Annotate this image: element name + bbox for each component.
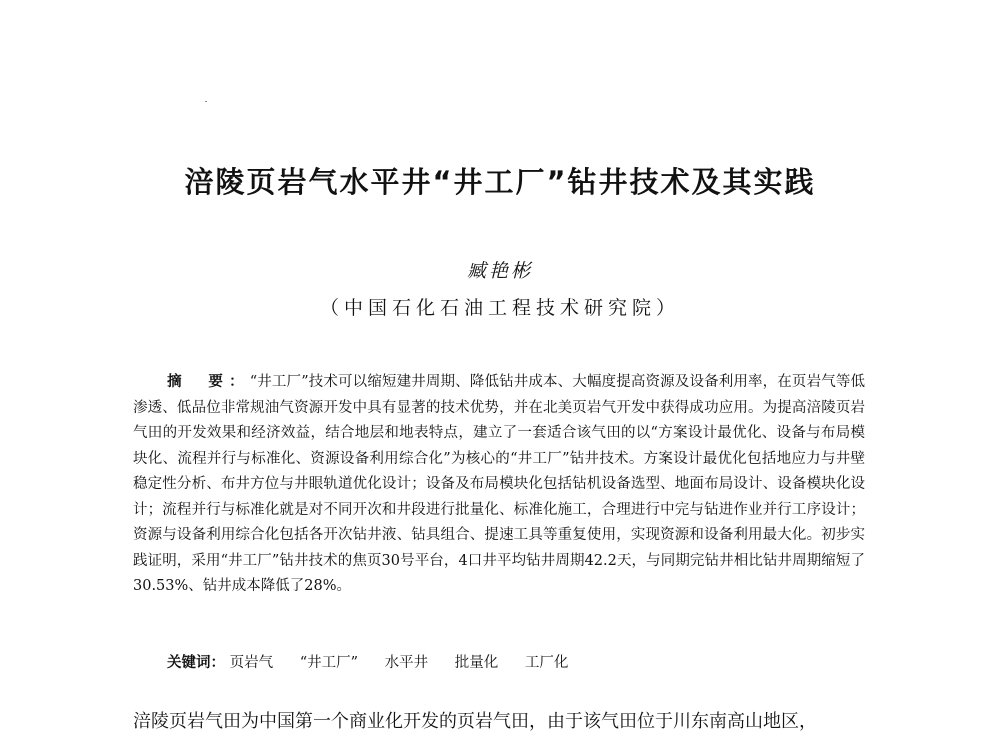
author-affiliation: （中国石化石油工程技术研究院）	[319, 297, 680, 319]
abstract	[133, 370, 865, 600]
keyword: 水平井	[384, 655, 429, 671]
author-name: 臧艳彬	[466, 260, 533, 282]
keywords-label: 关键词：	[167, 655, 225, 671]
abstract-text: “井工厂”技术可以缩短建井周期、降低钻井成本、大幅度提高资源及设备利用率，在页岩气等低渗透、低品位非常规油气资源开发中具有显著的技术优势，并在北美页岩气开发中获得成功应用。为提高涪陵页岩气田的开发效果和经济效益，结合地层和地表特点，建立了一套适合该气田的以“方案设计最优化、设备与布局模块化、流程并行与标准化、资源设备利用综合化”为核心的“井工厂”钻井技术。方案设计最优化包括地应力与井壁稳定性分析、布井方位与井眼轨道优化设计；设备及布局模块化包括钻机设备选型、地面布局设计、设备模块化设计；流程并行与标准化就是对不同开次和井段进行批量化、标准化施工，合理进行中完与钻进作业并行工序设计；资源与设备利用综合化包括各开次钻井液、钻具组合、提速工具等重复使用，实现资源和设备利用最大化。初步实践证明，采用“井工厂”钻井技术的焦页30号平台，4口井平均钻井周期42.2天，与同期完钻井相比钻井周期缩短了30.53%、钻井成本降低了28%。	[133, 374, 866, 594]
body-paragraph-start: 涪陵页岩气田为中国第一个商业化开发的页岩气田，由于该气田位于川东南高山地区，	[133, 711, 817, 732]
keyword: 页岩气	[229, 655, 274, 671]
paper-title: 涪陵页岩气水平井“井工厂”钻井技术及其实践	[184, 165, 816, 199]
keyword: 工厂化	[524, 655, 569, 671]
scan-speck	[205, 101, 207, 102]
keyword: “井工厂”	[299, 655, 359, 671]
abstract-label: 摘 要：	[167, 374, 250, 390]
keyword: 批量化	[454, 655, 499, 671]
keywords	[167, 651, 867, 676]
